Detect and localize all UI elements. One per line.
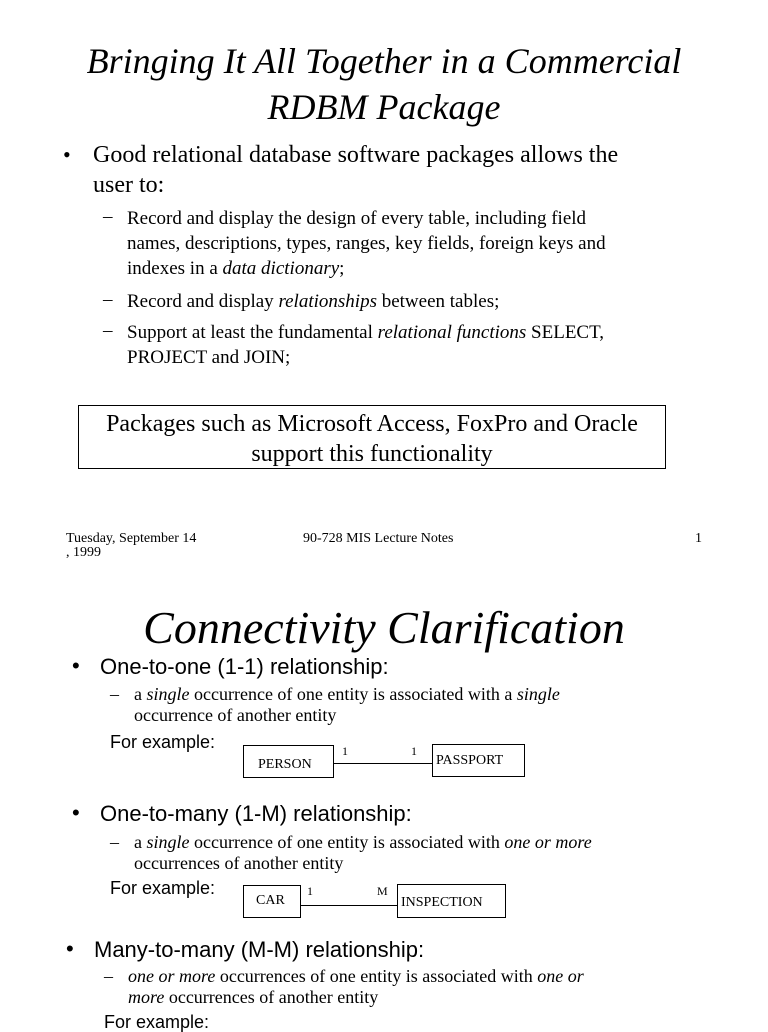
callout-line2: support this functionality bbox=[251, 441, 493, 467]
o2m-desc-em2: one or more bbox=[504, 832, 592, 852]
many-to-many-example-label: For example: bbox=[104, 1012, 210, 1032]
entity-person: PERSON bbox=[243, 745, 334, 778]
callout-line1: Packages such as Microsoft Access, FoxPro and Oracle bbox=[106, 411, 638, 437]
entity-car: CAR bbox=[243, 885, 301, 918]
cardinality-right: M bbox=[377, 884, 388, 898]
o2m-desc-a: a bbox=[134, 832, 147, 852]
one-to-many-heading: One-to-many (1-M) relationship: bbox=[100, 801, 412, 826]
slide1-title bbox=[0, 38, 768, 130]
dash-icon: – bbox=[103, 206, 113, 227]
m2m-desc-line2 bbox=[128, 987, 584, 1008]
o2m-desc-b: occurrence of one entity is associated with bbox=[189, 832, 505, 852]
o2m-desc-em1: single bbox=[146, 832, 190, 852]
o2m-desc-line1 bbox=[134, 832, 592, 853]
sub2-em: relationships bbox=[278, 291, 377, 312]
bullet-icon: • bbox=[66, 936, 74, 961]
o2o-desc-line2: occurrence of another entity bbox=[134, 705, 337, 725]
main-bullet-line1: Good relational database software packages allows the bbox=[93, 142, 619, 168]
sub3-line1-a: Support at least the fundamental bbox=[127, 322, 378, 343]
relationship-line bbox=[334, 763, 432, 764]
o2o-desc-em2: single bbox=[516, 684, 560, 704]
m2m-desc-c: occurrences of another entity bbox=[164, 987, 379, 1007]
dash-icon: – bbox=[110, 684, 119, 704]
sub2-a: Record and display bbox=[127, 291, 279, 312]
sub1-line1: Record and display the design of every table, including field bbox=[127, 208, 587, 229]
footer-date-line1: Tuesday, September 14 bbox=[66, 531, 197, 546]
sub1-line3 bbox=[127, 256, 606, 281]
bullet-icon: • bbox=[72, 800, 80, 825]
sub3-line1-em: relational functions bbox=[377, 322, 527, 343]
one-to-many-example-label: For example: bbox=[110, 878, 216, 898]
cardinality-right: 1 bbox=[411, 744, 417, 758]
sub2-b: between tables; bbox=[376, 291, 500, 312]
one-to-one-example-label: For example: bbox=[110, 732, 216, 752]
sub1-line3-em: data dictionary bbox=[222, 258, 340, 279]
sub3-line2: PROJECT and JOIN; bbox=[127, 347, 291, 368]
cardinality-left: 1 bbox=[307, 884, 313, 898]
one-to-one-description bbox=[134, 684, 560, 726]
o2o-desc-em1: single bbox=[146, 684, 190, 704]
many-to-many-description bbox=[128, 966, 584, 1008]
m2m-desc-em1: one or more bbox=[128, 966, 216, 986]
o2o-desc-a: a bbox=[134, 684, 147, 704]
footer-date-line2: , 1999 bbox=[66, 545, 101, 560]
relationship-line bbox=[301, 905, 397, 906]
entity-inspection: INSPECTION bbox=[397, 884, 506, 918]
sub1-line2: names, descriptions, types, ranges, key fields, foreign keys and bbox=[127, 233, 606, 254]
sub-bullet-relational-functions bbox=[127, 320, 604, 370]
dash-icon: – bbox=[104, 966, 113, 986]
main-bullet-line2: user to: bbox=[93, 172, 165, 198]
sub3-line1 bbox=[127, 320, 604, 345]
footer-page-number: 1 bbox=[695, 531, 702, 546]
m2m-desc-em3: more bbox=[128, 987, 165, 1007]
slide1-title-line1: Bringing It All Together in a Commercial bbox=[86, 41, 682, 81]
sub3-line1-b: SELECT, bbox=[526, 322, 605, 343]
bullet-icon: • bbox=[72, 653, 80, 678]
m2m-desc-line1 bbox=[128, 966, 584, 987]
sub1-line3-a: indexes in a bbox=[127, 258, 223, 279]
o2o-desc-b: occurrence of one entity is associated with a bbox=[189, 684, 517, 704]
callout-box bbox=[78, 405, 666, 469]
m2m-desc-em2: one or bbox=[537, 966, 584, 986]
dash-icon: – bbox=[110, 832, 119, 852]
sub-bullet-relationships bbox=[127, 289, 499, 314]
bullet-icon: • bbox=[63, 142, 71, 167]
footer-course: 90-728 MIS Lecture Notes bbox=[303, 531, 454, 546]
one-to-one-heading: One-to-one (1-1) relationship: bbox=[100, 654, 389, 679]
o2o-desc-line1 bbox=[134, 684, 560, 705]
one-to-many-description bbox=[134, 832, 592, 874]
dash-icon: – bbox=[103, 289, 113, 310]
sub-bullet-data-dictionary bbox=[127, 206, 606, 281]
slide2-title: Connectivity Clarification bbox=[143, 602, 625, 653]
o2m-desc-line2: occurrences of another entity bbox=[134, 853, 344, 873]
footer-date bbox=[66, 532, 196, 560]
cardinality-left: 1 bbox=[342, 744, 348, 758]
many-to-many-heading: Many-to-many (M-M) relationship: bbox=[94, 937, 425, 962]
sub1-line3-b: ; bbox=[339, 258, 345, 279]
dash-icon: – bbox=[103, 320, 113, 341]
main-bullet-text bbox=[93, 140, 618, 200]
slide1-title-line2: RDBM Package bbox=[267, 87, 501, 127]
entity-passport: PASSPORT bbox=[432, 744, 525, 777]
m2m-desc-b: occurrences of one entity is associated with bbox=[215, 966, 538, 986]
